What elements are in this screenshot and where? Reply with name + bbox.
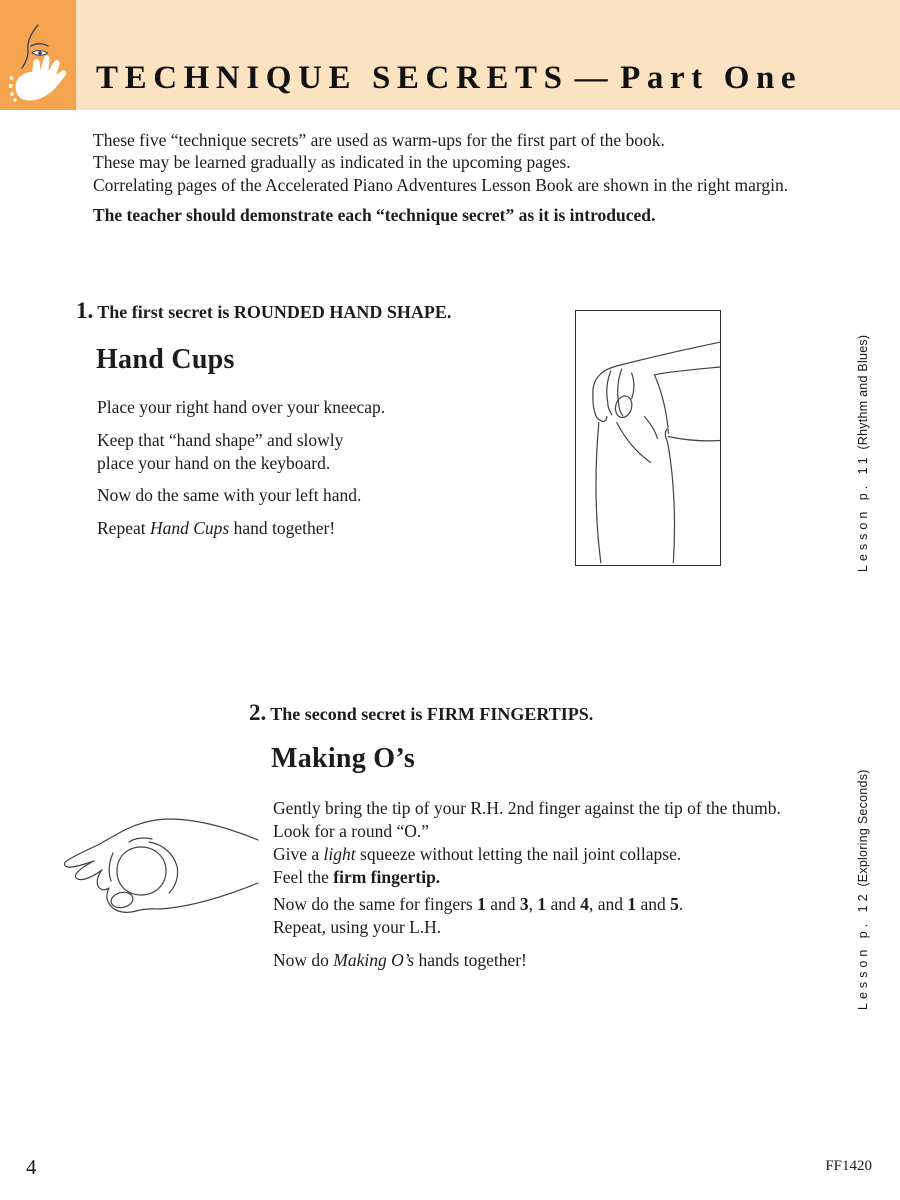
whisper-dot: [10, 92, 14, 96]
hand-making-o-illustration: [45, 796, 260, 956]
knuckle-crease: [129, 838, 152, 842]
page-title-part: Part One: [620, 60, 803, 96]
para-text: hands together!: [414, 950, 527, 970]
making-os-paragraph-3: [273, 949, 527, 972]
eye-pupil: [38, 51, 42, 55]
intro-line: These five “technique secrets” are used as warm-ups for the first part of the book.: [93, 130, 665, 150]
hand-on-kneecap-figure: [575, 310, 721, 566]
whisper-dot: [10, 76, 14, 80]
para-text: Now do the same for fingers: [273, 894, 478, 914]
intro-line: These may be learned gradually as indicated in the upcoming pages.: [93, 152, 571, 173]
secret-1-lead-text: The first secret is ROUNDED HAND SHAPE.: [97, 302, 452, 322]
intro-paragraph: [93, 129, 788, 196]
margin-note-lesson-p12: [856, 769, 876, 1010]
thumbnail-oval: [613, 394, 634, 419]
making-os-paragraph-1: [273, 797, 781, 889]
knee-crease: [617, 423, 651, 463]
catalog-number: FF1420: [825, 1158, 872, 1174]
para-text: Give a: [273, 844, 324, 864]
header-orange-strip: [0, 0, 76, 110]
para-text: squeeze without letting the nail joint collapse.: [355, 844, 682, 864]
secret-1-heading: Hand Cups: [96, 344, 235, 375]
step-repeat: [97, 517, 335, 540]
palm-bottom-outline: [160, 883, 258, 909]
secret-2-lead: [249, 700, 593, 726]
margin-note-spaced-text: Lesson p. 11: [856, 453, 870, 572]
step-text: hand together!: [229, 518, 336, 538]
secret-1-lead: [76, 298, 451, 324]
finger-number: 1: [477, 894, 486, 914]
step-left-hand: Now do the same with your left hand.: [97, 485, 362, 505]
leg-left-line: [596, 423, 601, 563]
para-text: and: [636, 894, 671, 914]
whisper-hand-icon: [9, 22, 67, 104]
hand-top-outline: [100, 819, 258, 844]
para-line: Repeat, using your L.H.: [273, 917, 442, 937]
margin-note-normal-text: (Exploring Seconds): [856, 769, 870, 891]
whisper-dot: [13, 98, 16, 101]
hand-making-o-figure: [45, 796, 260, 956]
step-italic-text: Hand Cups: [149, 518, 230, 538]
margin-note-normal-text: (Rhythm and Blues): [856, 334, 870, 454]
header-band: [0, 0, 900, 110]
para-line: Look for a round “O.”: [273, 821, 429, 841]
arm-bottom-line: [654, 367, 720, 375]
eyebrow-line: [31, 44, 48, 46]
intro-line: Correlating pages of the Accelerated Piano Adventures Lesson Book are shown in the right margin.: [93, 174, 789, 195]
finger-number: 4: [580, 894, 589, 914]
para-text: ,: [528, 894, 538, 914]
step-place-hand: Place your right hand over your kneecap.: [97, 397, 386, 417]
shin-right-line: [665, 430, 674, 563]
page-number: 4: [26, 1155, 37, 1179]
seat-line: [668, 437, 720, 441]
arm-top-line: [617, 342, 720, 366]
step-line: place your hand on the keyboard.: [97, 452, 331, 473]
para-text: and: [546, 894, 581, 914]
knee-outline: [654, 375, 668, 434]
white-hand-shape: [16, 55, 67, 100]
middle-finger-line: [109, 853, 113, 881]
page-title: [96, 62, 802, 95]
making-os-paragraph-2: [273, 893, 683, 939]
thumb-side-line: [107, 888, 110, 905]
para-bold-text: firm fingertip.: [333, 867, 441, 887]
para-text: and: [485, 894, 520, 914]
finger-number: 3: [519, 894, 529, 914]
margin-note-spaced-text: Lesson p. 12: [856, 890, 870, 1010]
para-text: Now do: [273, 950, 334, 970]
secret-2-heading: Making O’s: [271, 743, 416, 774]
thumb-bottom-line: [110, 905, 160, 912]
fingertip-bump: [601, 417, 607, 422]
finger-lobe: [65, 844, 100, 867]
para-italic-text: Making O’s: [333, 950, 415, 970]
knee-crease: [645, 417, 658, 439]
step-line: Keep that “hand shape” and slowly: [97, 430, 344, 450]
para-text: Feel the: [273, 867, 334, 887]
page-title-dash: —: [574, 60, 615, 96]
para-text: .: [678, 894, 684, 914]
finger-separation-line: [607, 371, 612, 415]
secret-2-number: 2.: [249, 700, 267, 725]
margin-note-lesson-p11: [856, 334, 876, 572]
finger-separation-line: [618, 369, 623, 416]
secret-1-number: 1.: [76, 298, 94, 323]
thumb-line: [632, 373, 634, 399]
step-text: Repeat: [97, 518, 150, 538]
hand-on-kneecap-illustration: [576, 311, 720, 565]
knuckle-line: [602, 366, 617, 373]
finger-lobe: [97, 870, 109, 890]
page-title-main: TECHNIQUE SECRETS: [96, 60, 569, 96]
whisper-dot: [9, 84, 13, 88]
finger-number: 1: [627, 894, 637, 914]
secret-2-lead-text: The second secret is FIRM FINGERTIPS.: [270, 704, 594, 724]
para-italic-text: light: [323, 844, 356, 864]
para-text: , and: [588, 894, 628, 914]
teacher-note: The teacher should demonstrate each “technique secret” as it is introduced.: [93, 205, 656, 225]
para-line: Gently bring the tip of your R.H. 2nd finger against the tip of the thumb.: [273, 798, 781, 818]
step-keep-shape: [97, 429, 343, 474]
finger-edge-line: [593, 373, 602, 421]
finger-number: 1: [537, 894, 547, 914]
o-ring-outline: [117, 847, 166, 895]
finger-number: 5: [670, 894, 679, 914]
